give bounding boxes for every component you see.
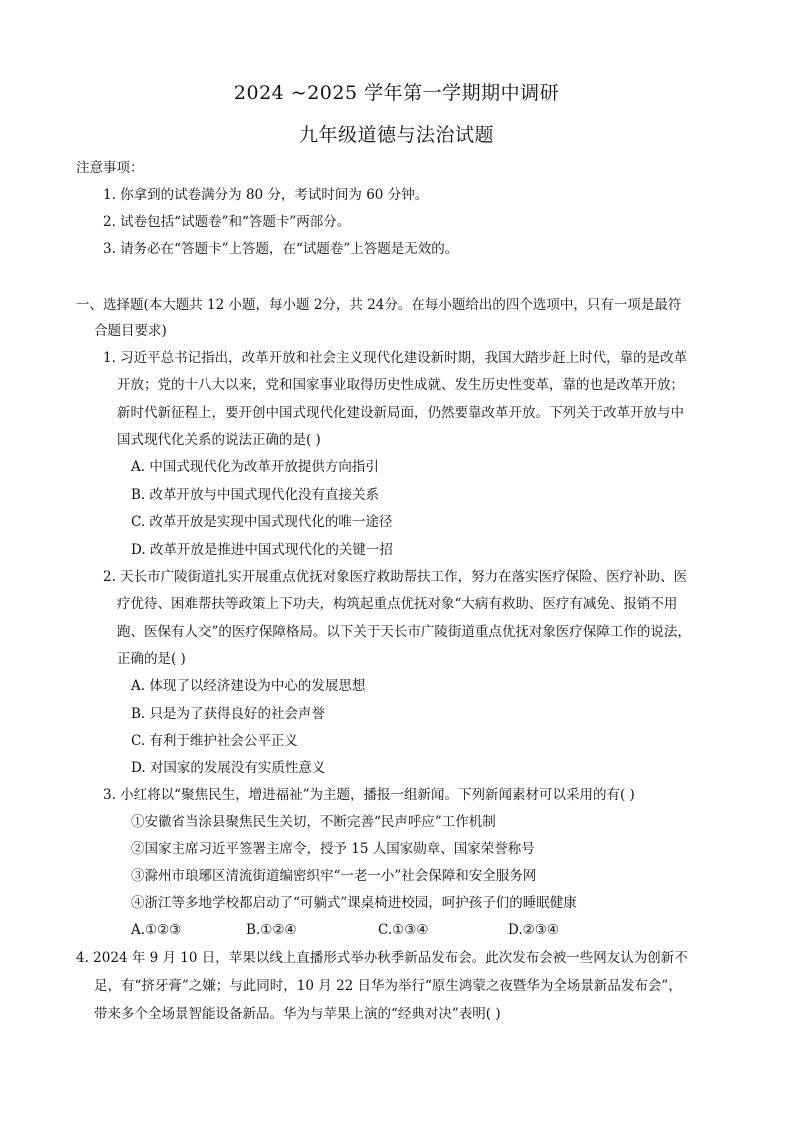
question-1-option-b: B. 改革开放与中国式现代化没有直接关系 [131,487,380,503]
notice-heading: 注意事项： [76,160,144,176]
question-3-option-d: D.②③④ [508,922,559,938]
question-3-option-a: A.①②③ [131,922,182,938]
question-2-text: 2. 天长市广陵街道扎实开展重点优抚对象医疗救助帮扶工作，努力在落实医疗保险、医疗补助、医 [103,569,688,585]
question-3-item: ③滁州市琅琊区清流街道编密织牢“一老一小”社会保障和安全服务网 [131,868,537,884]
question-4-text: 足，有“挤牙膏”之嫌；与此同时，10 月 22 日华为举行“原生鸿蒙之夜暨华为全场景新品发布会”， [94,978,682,994]
notice-item: 1. 你拿到的试卷满分为 80 分，考试时间为 60 分钟。 [103,187,429,203]
question-4-text: 4. 2024 年 9 月 10 日，苹果以线上直播形式举办秋季新品发布会。此次发布会被一些网友认为创新不 [76,950,688,966]
question-3-text: 3. 小红将以“聚焦民生，增进福祉”为主题，播报一组新闻。下列新闻素材可以采用的有( ) [103,787,635,803]
question-2-text: 疗优待、困难帮扶等政策上下功夫，构筑起重点优抚对象“大病有救助、医疗有减免、报销不用 [117,596,678,612]
question-1-text: 新时代新征程上，要开创中国式现代化建设新局面，仍然要靠改革开放。下列关于改革开放与中 [117,405,684,421]
notice-item: 3. 请务必在“答题卡”上答题，在“试题卷”上答题是无效的。 [103,241,459,257]
question-3-item: ④浙江等多地学校都启动了“可躺式”课桌椅进校园，呵护孩子们的睡眠健康 [131,895,577,911]
question-4-text: 带来多个全场景智能设备新品。华为与苹果上演的“经典对决”表明( ) [94,1006,501,1022]
question-3-item: ①安徽省当涂县聚焦民生关切，不断完善“民声呼应”工作机制 [131,814,496,830]
notice-item: 2. 试卷包括“试题卷”和“答题卡”两部分。 [103,214,351,230]
question-3-item: ②国家主席习近平签署主席令，授予 15 人国家勋章、国家荣誉称号 [131,841,535,857]
question-3-option-b: B.①②④ [246,922,297,938]
question-1-text: 开放；党的十八大以来，党和国家事业取得历史性成就、发生历史性变革，靠的也是改革开放； [117,377,684,393]
section-heading: 一、选择题(本大题共 12 小题，每小题 2分，共 24分。在每小题给出的四个选项中，只有一项是最符 [76,297,682,313]
question-2-text: 正确的是( ) [117,651,186,667]
question-2-option-b: B. 只是为了获得良好的社会声誉 [131,706,326,722]
question-2-option-a: A. 体现了以经济建设为中心的发展思想 [131,678,366,694]
exam-subtitle: 九年级道德与法治试题 [298,124,494,146]
question-1-text: 1. 习近平总书记指出，改革开放和社会主义现代化建设新时期，我国大踏步赶上时代，靠的是改革 [103,350,688,366]
question-1-option-c: C. 改革开放是实现中国式现代化的唯一途径 [131,514,393,530]
question-2-option-d: D. 对国家的发展没有实质性意义 [131,760,326,776]
question-1-text: 国式现代化关系的说法正确的是( ) [117,432,321,448]
question-3-option-c: C.①③④ [378,922,429,938]
exam-title: 2024 ~2025 学年第一学期期中调研 [233,82,560,104]
question-2-option-c: C. 有利于维护社会公平正义 [131,733,298,749]
question-1-option-d: D. 改革开放是推进中国式现代化的关键一招 [131,542,393,558]
question-1-option-a: A. 中国式现代化为改革开放提供方向指引 [131,459,379,475]
section-heading-cont: 合题目要求) [94,323,167,339]
question-2-text: 跑、医保有人交”的医疗保障格局。以下关于天长市广陵街道重点优抚对象医疗保障工作的说法， [117,624,691,640]
